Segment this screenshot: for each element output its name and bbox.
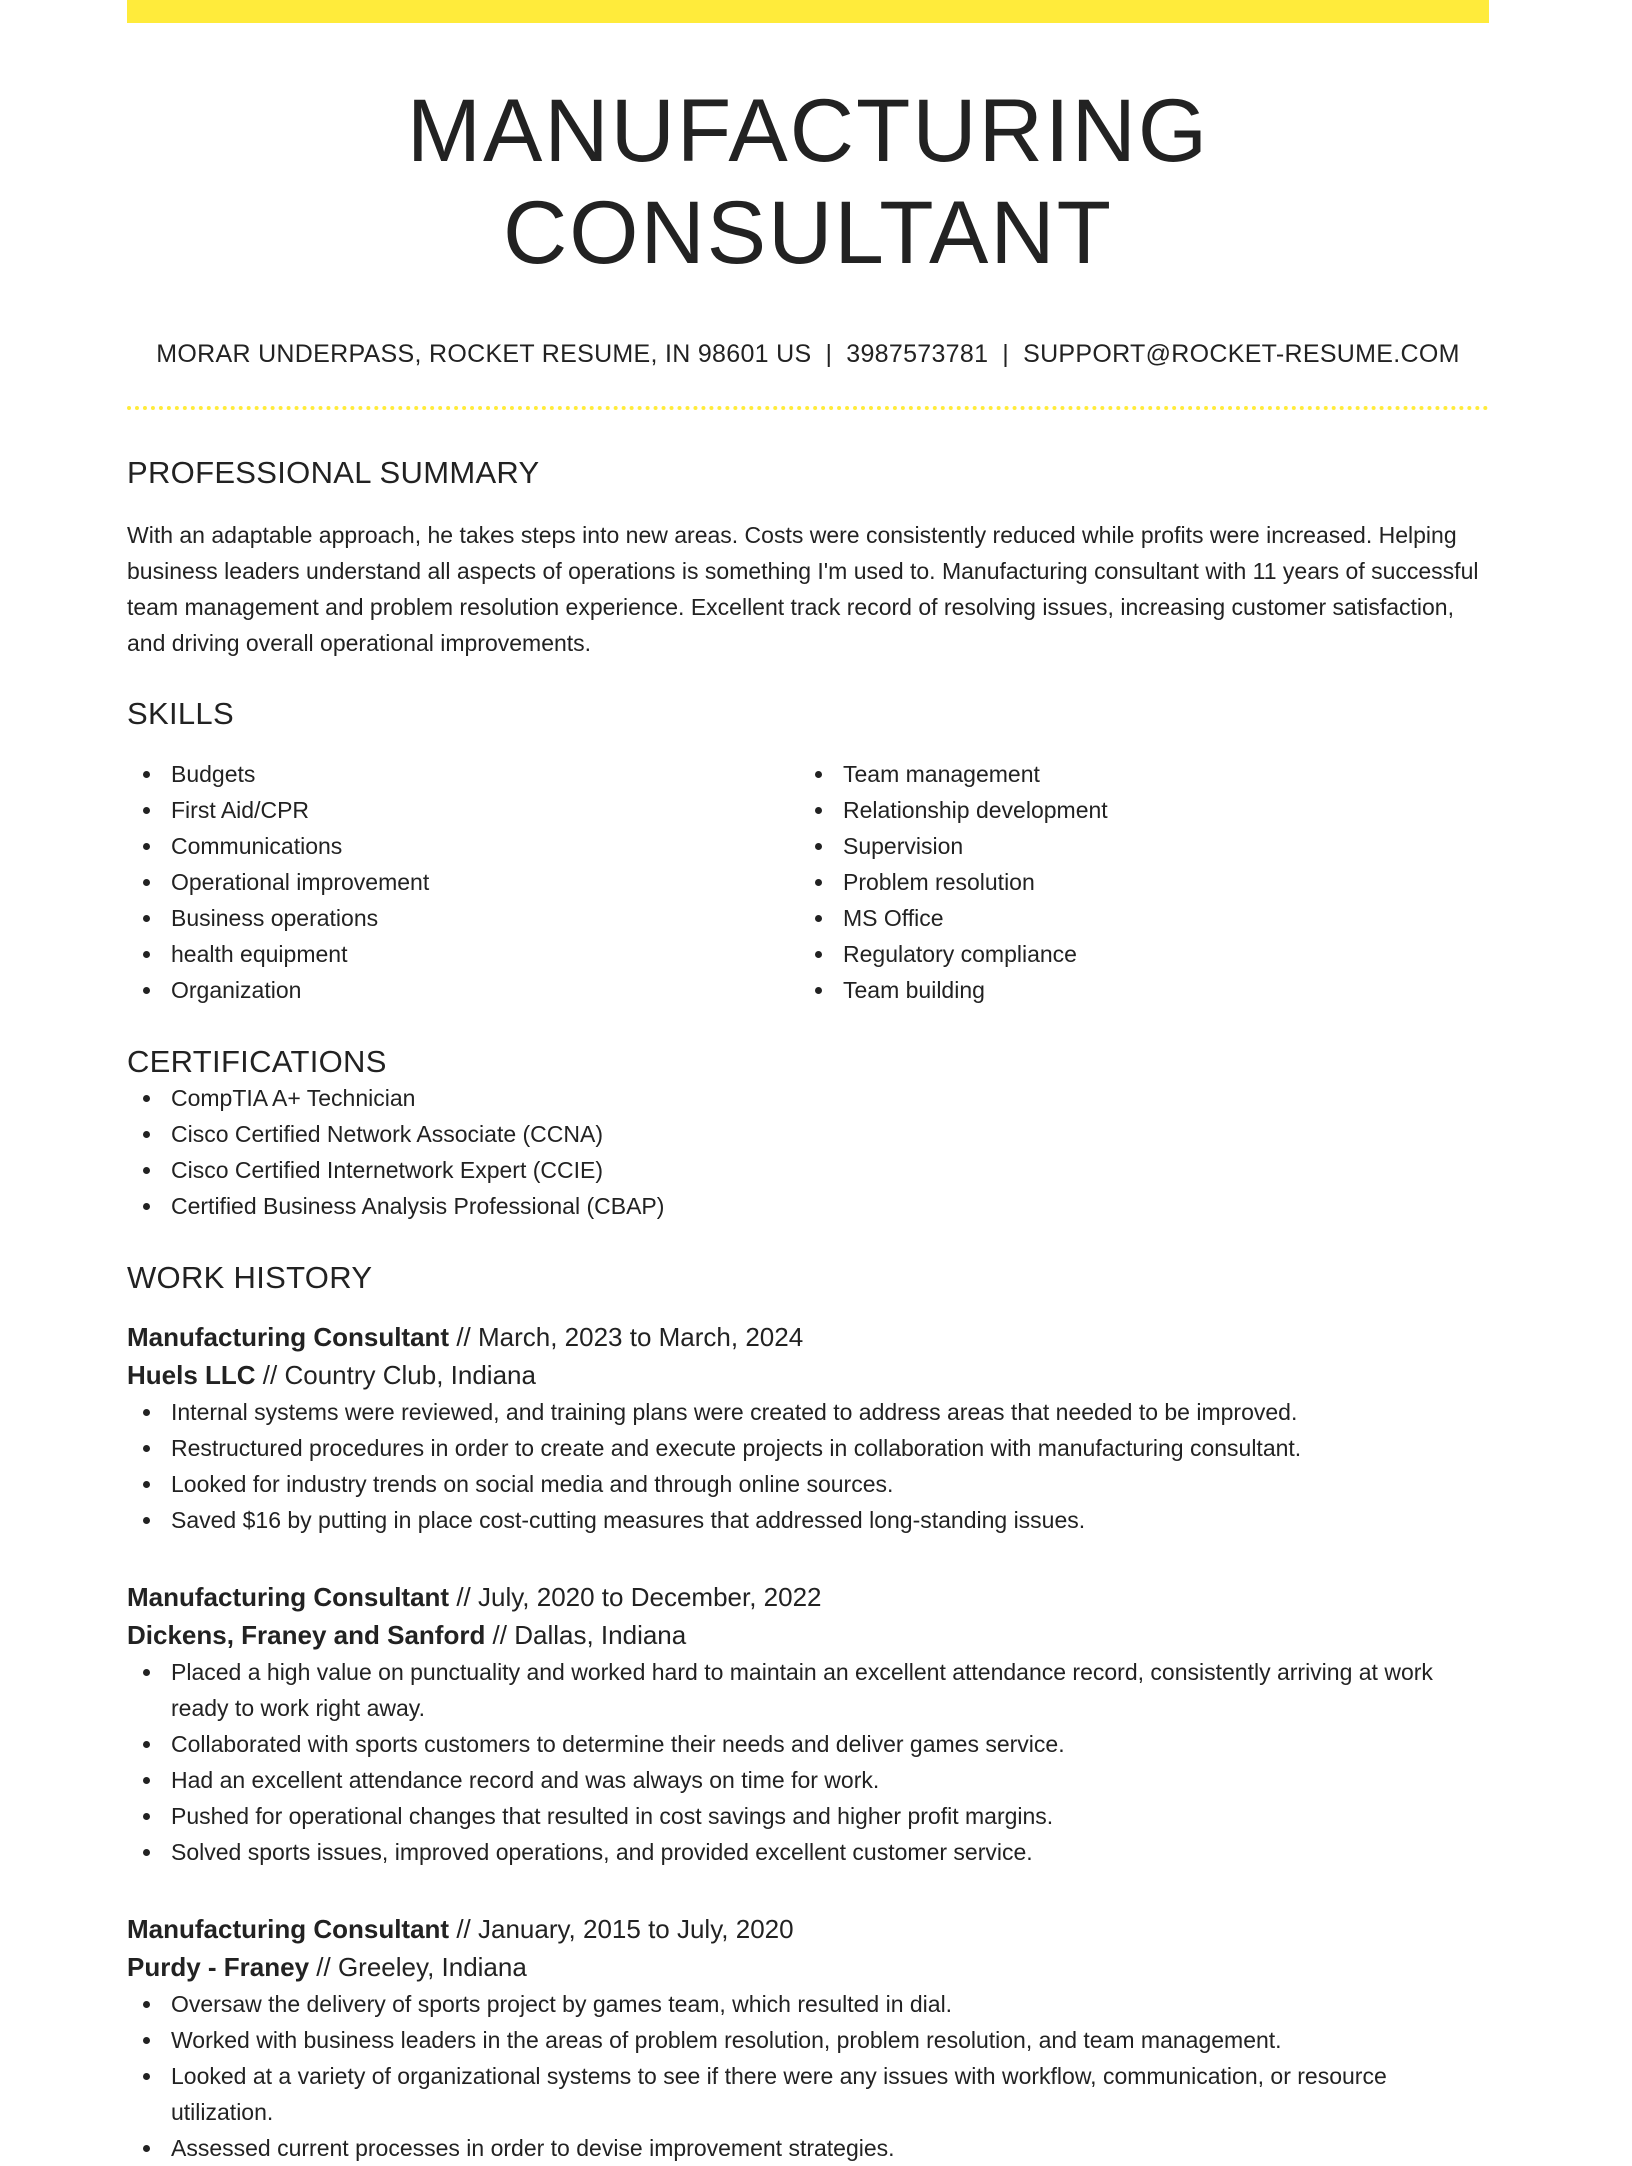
section-title-work-history: WORK HISTORY — [127, 1259, 373, 1295]
list-item-text: Supervision — [843, 832, 964, 859]
job-bullet — [127, 1762, 1489, 1798]
top-accent-bar — [127, 0, 1489, 23]
bullet-dot-icon — [815, 807, 822, 814]
dotted-divider — [127, 406, 1489, 410]
job-bullet — [127, 1394, 1489, 1430]
job-bullets — [127, 1654, 1489, 1870]
list-item-text: Collaborated with sports customers to determine their needs and deliver games service. — [171, 1730, 1065, 1757]
job-bullet — [127, 2058, 1489, 2130]
bullet-dot-icon — [143, 1741, 150, 1748]
skills-list-left — [127, 756, 799, 1008]
skills-columns — [127, 756, 1489, 1008]
bullet-dot-icon — [143, 1167, 150, 1174]
job-title: Manufacturing Consultant — [127, 1321, 450, 1352]
contact-email: SUPPORT@ROCKET-RESUME.COM — [1023, 339, 1460, 368]
list-item-text: Looked at a variety of organizational systems to see if there were any issues with workflow, communication, or resource utilization. — [171, 2062, 1387, 2125]
job-bullets — [127, 1394, 1489, 1538]
skill-item — [799, 828, 1471, 864]
job-entry — [127, 1318, 1489, 1538]
job-bullet — [127, 1654, 1489, 1726]
bullet-dot-icon — [143, 1777, 150, 1784]
bullet-dot-icon — [143, 1409, 150, 1416]
list-item-text: Communications — [171, 832, 343, 859]
list-item-text: CompTIA A+ Technician — [171, 1084, 416, 1111]
job-bullet — [127, 1430, 1489, 1466]
certification-item — [127, 1152, 1489, 1188]
bullet-dot-icon — [815, 987, 822, 994]
skills-list-right — [799, 756, 1471, 1008]
job-title: Manufacturing Consultant — [127, 1913, 450, 1944]
list-item-text: health equipment — [171, 940, 348, 967]
bullet-dot-icon — [143, 1203, 150, 1210]
skill-item — [127, 936, 799, 972]
job-company-line — [127, 1948, 1489, 1986]
job-dates: // July, 2020 to December, 2022 — [449, 1581, 822, 1612]
section-title-skills: SKILLS — [127, 695, 234, 731]
job-location: // Greeley, Indiana — [309, 1951, 527, 1982]
bullet-dot-icon — [143, 771, 150, 778]
bullet-dot-icon — [143, 2145, 150, 2152]
bullet-dot-icon — [143, 2037, 150, 2044]
skill-item — [799, 864, 1471, 900]
certifications-list — [127, 1080, 1489, 1224]
job-bullets — [127, 1986, 1489, 2166]
bullet-dot-icon — [143, 1669, 150, 1676]
contact-address: MORAR UNDERPASS, ROCKET RESUME, IN 98601 US — [156, 339, 812, 368]
job-company: Purdy - Franey — [127, 1951, 310, 1982]
list-item-text: First Aid/CPR — [171, 796, 310, 823]
bullet-dot-icon — [143, 1131, 150, 1138]
skill-item — [799, 792, 1471, 828]
list-item-text: Business operations — [171, 904, 379, 931]
bullet-dot-icon — [143, 1813, 150, 1820]
list-item-text: Assessed current processes in order to devise improvement strategies. — [171, 2134, 895, 2161]
job-entry — [127, 1578, 1489, 1870]
skill-item — [127, 972, 799, 1008]
bullet-dot-icon — [143, 1095, 150, 1102]
certification-item — [127, 1116, 1489, 1152]
contact-separator: | — [825, 339, 833, 368]
contact-phone: 3987573781 — [846, 339, 989, 368]
job-company-line — [127, 1356, 1489, 1394]
bullet-dot-icon — [143, 1445, 150, 1452]
job-dates: // March, 2023 to March, 2024 — [449, 1321, 804, 1352]
section-title-summary: PROFESSIONAL SUMMARY — [127, 454, 540, 490]
bullet-dot-icon — [143, 879, 150, 886]
certification-item — [127, 1080, 1489, 1116]
summary-text: With an adaptable approach, he takes steps into new areas. Costs were consistently reduced while profits were increased. Helping business leaders understand all aspects of operations is something I'm used to. Manufacturing consultant with 11 years of successful team management and problem resolution experience. Excellent track record of resolving issues, increasing customer satisfaction, and driving overall operational improvements. — [127, 521, 1479, 656]
bullet-dot-icon — [143, 1517, 150, 1524]
job-bullet — [127, 1502, 1489, 1538]
skill-item — [127, 756, 799, 792]
job-title: Manufacturing Consultant — [127, 1581, 450, 1612]
bullet-dot-icon — [815, 771, 822, 778]
list-item-text: MS Office — [843, 904, 944, 931]
bullet-dot-icon — [815, 915, 822, 922]
job-bullet — [127, 1986, 1489, 2022]
skill-item — [799, 936, 1471, 972]
contact-line — [127, 340, 1489, 369]
list-item-text: Operational improvement — [171, 868, 430, 895]
contact-separator: | — [1002, 339, 1010, 368]
bullet-dot-icon — [815, 879, 822, 886]
job-company-line — [127, 1616, 1489, 1654]
resume-page — [127, 0, 1489, 2166]
job-bullet — [127, 2022, 1489, 2058]
list-item-text: Internal systems were reviewed, and training plans were created to address areas that needed to be improved. — [171, 1398, 1298, 1425]
skill-item — [799, 972, 1471, 1008]
job-company: Huels LLC — [127, 1359, 256, 1390]
certification-item — [127, 1188, 1489, 1224]
list-item-text: Team building — [843, 976, 985, 1003]
bullet-dot-icon — [143, 987, 150, 994]
bullet-dot-icon — [815, 843, 822, 850]
job-location: // Dallas, Indiana — [485, 1619, 687, 1650]
job-bullet — [127, 1798, 1489, 1834]
skill-item — [127, 828, 799, 864]
bullet-dot-icon — [143, 1481, 150, 1488]
job-bullet — [127, 1466, 1489, 1502]
job-dates: // January, 2015 to July, 2020 — [449, 1913, 794, 1944]
list-item-text: Relationship development — [843, 796, 1108, 823]
list-item-text: Cisco Certified Internetwork Expert (CCIE) — [171, 1156, 604, 1183]
list-item-text: Worked with business leaders in the areas of problem resolution, problem resolution, and team management. — [171, 2026, 1282, 2053]
skill-item — [127, 900, 799, 936]
bullet-dot-icon — [143, 915, 150, 922]
list-item-text: Team management — [843, 760, 1040, 787]
candidate-name: MANUFACTURING CONSULTANT — [406, 80, 1210, 283]
section-title-certifications: CERTIFICATIONS — [127, 1043, 387, 1079]
list-item-text: Regulatory compliance — [843, 940, 1077, 967]
job-title-line — [127, 1910, 1489, 1948]
skill-item — [127, 792, 799, 828]
job-bullet — [127, 2130, 1489, 2166]
job-bullet — [127, 1834, 1489, 1870]
bullet-dot-icon — [143, 1849, 150, 1856]
job-company: Dickens, Franey and Sanford — [127, 1619, 486, 1650]
list-item-text: Oversaw the delivery of sports project by games team, which resulted in dial. — [171, 1990, 953, 2017]
list-item-text: Organization — [171, 976, 302, 1003]
list-item-text: Budgets — [171, 760, 256, 787]
list-item-text: Solved sports issues, improved operations, and provided excellent customer service. — [171, 1838, 1033, 1865]
list-item-text: Placed a high value on punctuality and worked hard to maintain an excellent attendance record, consistently arriving at work ready to work right away. — [171, 1658, 1433, 1721]
job-title-line — [127, 1578, 1489, 1616]
list-item-text: Restructured procedures in order to create and execute projects in collaboration with manufacturing consultant. — [171, 1434, 1302, 1461]
bullet-dot-icon — [143, 2001, 150, 2008]
list-item-text: Looked for industry trends on social media and through online sources. — [171, 1470, 894, 1497]
list-item-text: Cisco Certified Network Associate (CCNA) — [171, 1120, 604, 1147]
bullet-dot-icon — [143, 2073, 150, 2080]
list-item-text: Certified Business Analysis Professional (CBAP) — [171, 1192, 665, 1219]
bullet-dot-icon — [143, 951, 150, 958]
job-location: // Country Club, Indiana — [255, 1359, 536, 1390]
job-title-line — [127, 1318, 1489, 1356]
skill-item — [799, 756, 1471, 792]
work-history-list — [127, 1318, 1489, 2166]
bullet-dot-icon — [815, 951, 822, 958]
job-bullet — [127, 1726, 1489, 1762]
bullet-dot-icon — [143, 843, 150, 850]
list-item-text: Problem resolution — [843, 868, 1035, 895]
job-entry — [127, 1910, 1489, 2166]
bullet-dot-icon — [143, 807, 150, 814]
skill-item — [127, 864, 799, 900]
list-item-text: Had an excellent attendance record and was always on time for work. — [171, 1766, 880, 1793]
list-item-text: Pushed for operational changes that resulted in cost savings and higher profit margins. — [171, 1802, 1054, 1829]
skill-item — [799, 900, 1471, 936]
list-item-text: Saved $16 by putting in place cost-cutting measures that addressed long-standing issues. — [171, 1506, 1086, 1533]
